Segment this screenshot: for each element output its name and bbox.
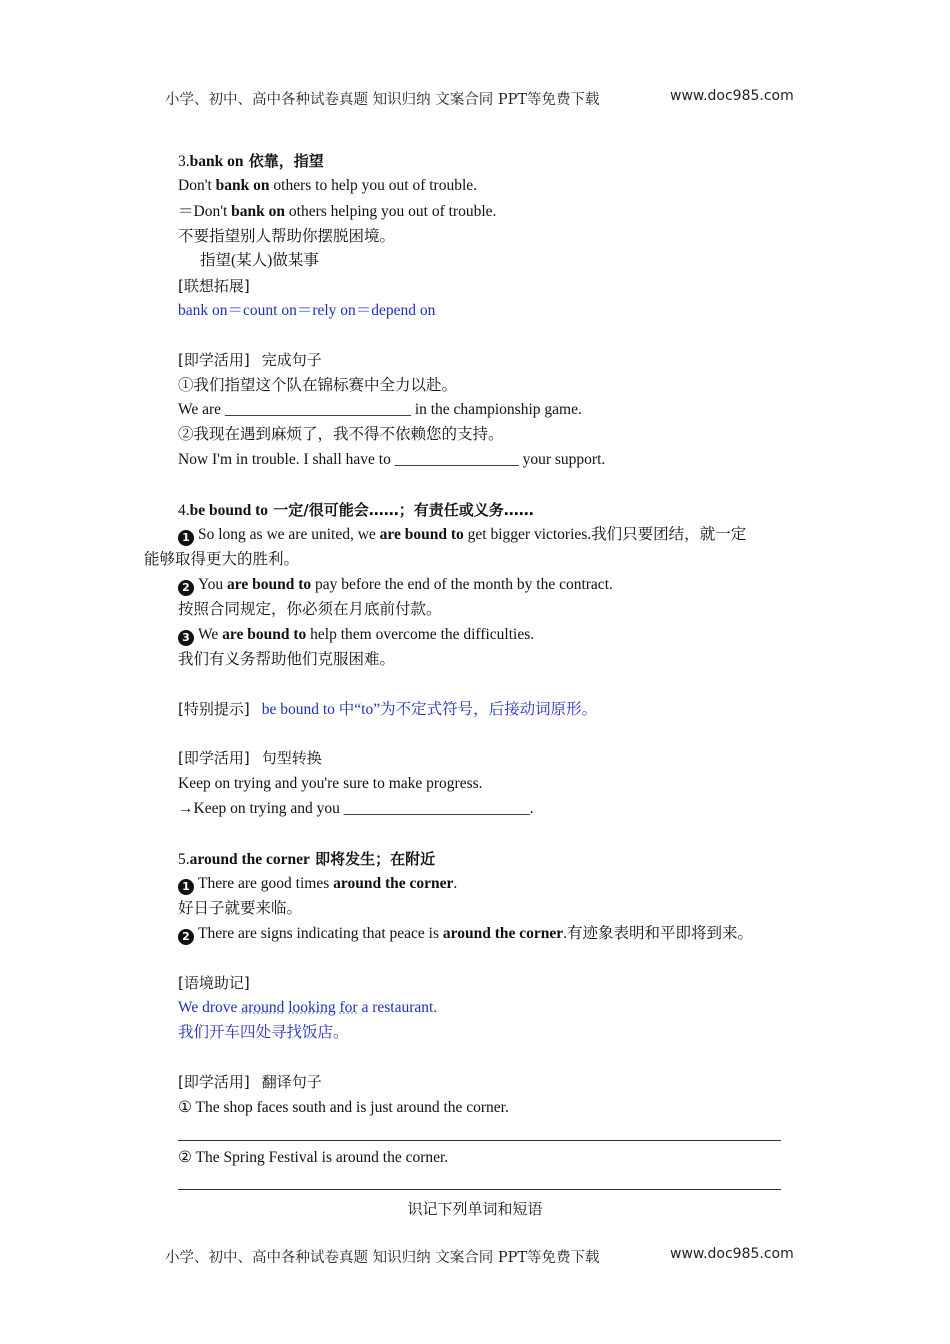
underlined-word: looking: [288, 999, 336, 1016]
text: others to help you out of trouble.: [269, 177, 478, 194]
question-en: ② The Spring Festival is around the corner.: [178, 1149, 449, 1166]
number-badge: 2: [178, 929, 194, 945]
text: Don't: [178, 177, 216, 194]
text: You: [198, 576, 228, 593]
text: So long as we are united, we: [198, 526, 380, 543]
example-translation: 不要指望别人帮助你摆脱困境。: [178, 228, 396, 245]
section-4-title: [178, 500, 534, 521]
example-continuation: 能够取得更大的胜利。: [144, 551, 300, 568]
section-heading: 识记下列单词和短语: [407, 1200, 543, 1218]
assoc-label: [联想拓展]: [178, 277, 250, 295]
title-number: 5.: [178, 851, 190, 868]
number-badge: 1: [178, 530, 194, 546]
practice-label: [即学活用]: [178, 1073, 250, 1091]
text: We: [198, 626, 223, 643]
practice-type: 完成句子: [261, 351, 322, 369]
underlined-word: around: [241, 999, 285, 1016]
answer-line: [178, 1189, 781, 1190]
practice-type: 翻译句子: [261, 1073, 322, 1091]
context-label: [语境助记]: [178, 974, 250, 992]
practice-label: [即学活用]: [178, 351, 250, 369]
text: help them overcome the difficulties.: [306, 626, 535, 643]
example-line: [178, 176, 477, 196]
title-number: 3.: [178, 153, 190, 170]
header-site[interactable]: www.doc985.com: [670, 88, 794, 104]
example-line: [178, 575, 613, 596]
text: ＝Don't: [178, 203, 232, 220]
question-en: We are ________________________ in the championship game.: [178, 401, 582, 418]
text: .有迹象表明和平即将到来。: [563, 925, 754, 942]
number-badge: 1: [178, 879, 194, 895]
usage-note: 指望(某人)做某事: [200, 252, 319, 269]
bold-phrase: around the corner: [333, 875, 454, 892]
context-en: [178, 998, 437, 1018]
question-en: Now I'm in trouble. I shall have to ________________ your support.: [178, 451, 606, 468]
title-phrase: around the corner: [189, 851, 310, 868]
text: others helping you out of trouble.: [285, 203, 497, 220]
footer-text: 小学、初中、高中各种试卷真题 知识归纳 文案合同 PPT等免费下载: [165, 1250, 600, 1266]
bold-phrase: are bound to: [222, 626, 307, 643]
header-text: 小学、初中、高中各种试卷真题 知识归纳 文案合同 PPT等免费下载: [165, 92, 600, 108]
example-translation: 我们有义务帮助他们克服困难。: [178, 651, 396, 668]
bold-phrase: bank on: [215, 177, 270, 194]
title-cn: 即将发生；在附近: [309, 850, 436, 868]
example-line: [178, 874, 457, 895]
example-line: [178, 625, 534, 646]
title-number: 4.: [178, 502, 190, 519]
example-line: [178, 924, 753, 945]
number-badge: 2: [178, 580, 194, 596]
text: There are signs indicating that peace is: [198, 925, 443, 942]
bold-phrase: are bound to: [379, 526, 464, 543]
section-3-title: [178, 151, 324, 172]
bold-phrase: are bound to: [227, 576, 312, 593]
practice-label: [即学活用]: [178, 749, 250, 767]
text: a restaurant.: [357, 999, 438, 1016]
underlined-word: for: [339, 999, 358, 1016]
practice-header: [178, 350, 322, 371]
assoc-text: bank on＝count on＝rely on＝depend on: [178, 302, 436, 319]
question-cn: ②我现在遇到麻烦了，我不得不依赖您的支持。: [178, 426, 504, 443]
context-cn: 我们开车四处寻找饭店。: [178, 1024, 349, 1041]
answer-line: [178, 1140, 781, 1141]
title-cn: 一定/很可能会……；有责任或义务……: [268, 501, 534, 519]
practice-type: 句型转换: [261, 749, 322, 767]
tip-line: [178, 699, 597, 720]
practice-header: [178, 1072, 322, 1093]
practice-header: [178, 748, 322, 769]
page-header: [165, 88, 794, 109]
bold-phrase: bank on: [231, 203, 286, 220]
example-translation: 好日子就要来临。: [178, 900, 303, 917]
title-cn: 依靠，指望: [243, 152, 324, 170]
section-5-title: [178, 849, 435, 870]
tip-label: [特别提示]: [178, 700, 250, 718]
title-phrase: bank on: [189, 153, 244, 170]
example-translation: 按照合同规定，你必须在月底前付款。: [178, 601, 442, 618]
question-cn: ①我们指望这个队在锦标赛中全力以赴。: [178, 377, 458, 394]
example-line: [178, 525, 746, 546]
number-badge: 3: [178, 630, 194, 646]
question-en: →Keep on trying and you ________________________.: [178, 800, 534, 817]
footer-site[interactable]: www.doc985.com: [670, 1246, 794, 1262]
text: get bigger victories.我们只要团结，就一定: [463, 526, 747, 543]
question-en: ① The shop faces south and is just around the corner.: [178, 1099, 509, 1116]
tip-text: be bound to 中“to”为不定式符号，后接动词原形。: [261, 701, 598, 718]
example-line: [178, 202, 496, 222]
text: .: [453, 875, 458, 892]
question-en: Keep on trying and you're sure to make progress.: [178, 775, 483, 792]
page-footer: [165, 1246, 794, 1267]
text: pay before the end of the month by the contract.: [311, 576, 613, 593]
text: There are good times: [198, 875, 334, 892]
bold-phrase: around the corner: [442, 925, 564, 942]
title-phrase: be bound to: [189, 502, 269, 519]
text: We drove: [178, 999, 242, 1016]
